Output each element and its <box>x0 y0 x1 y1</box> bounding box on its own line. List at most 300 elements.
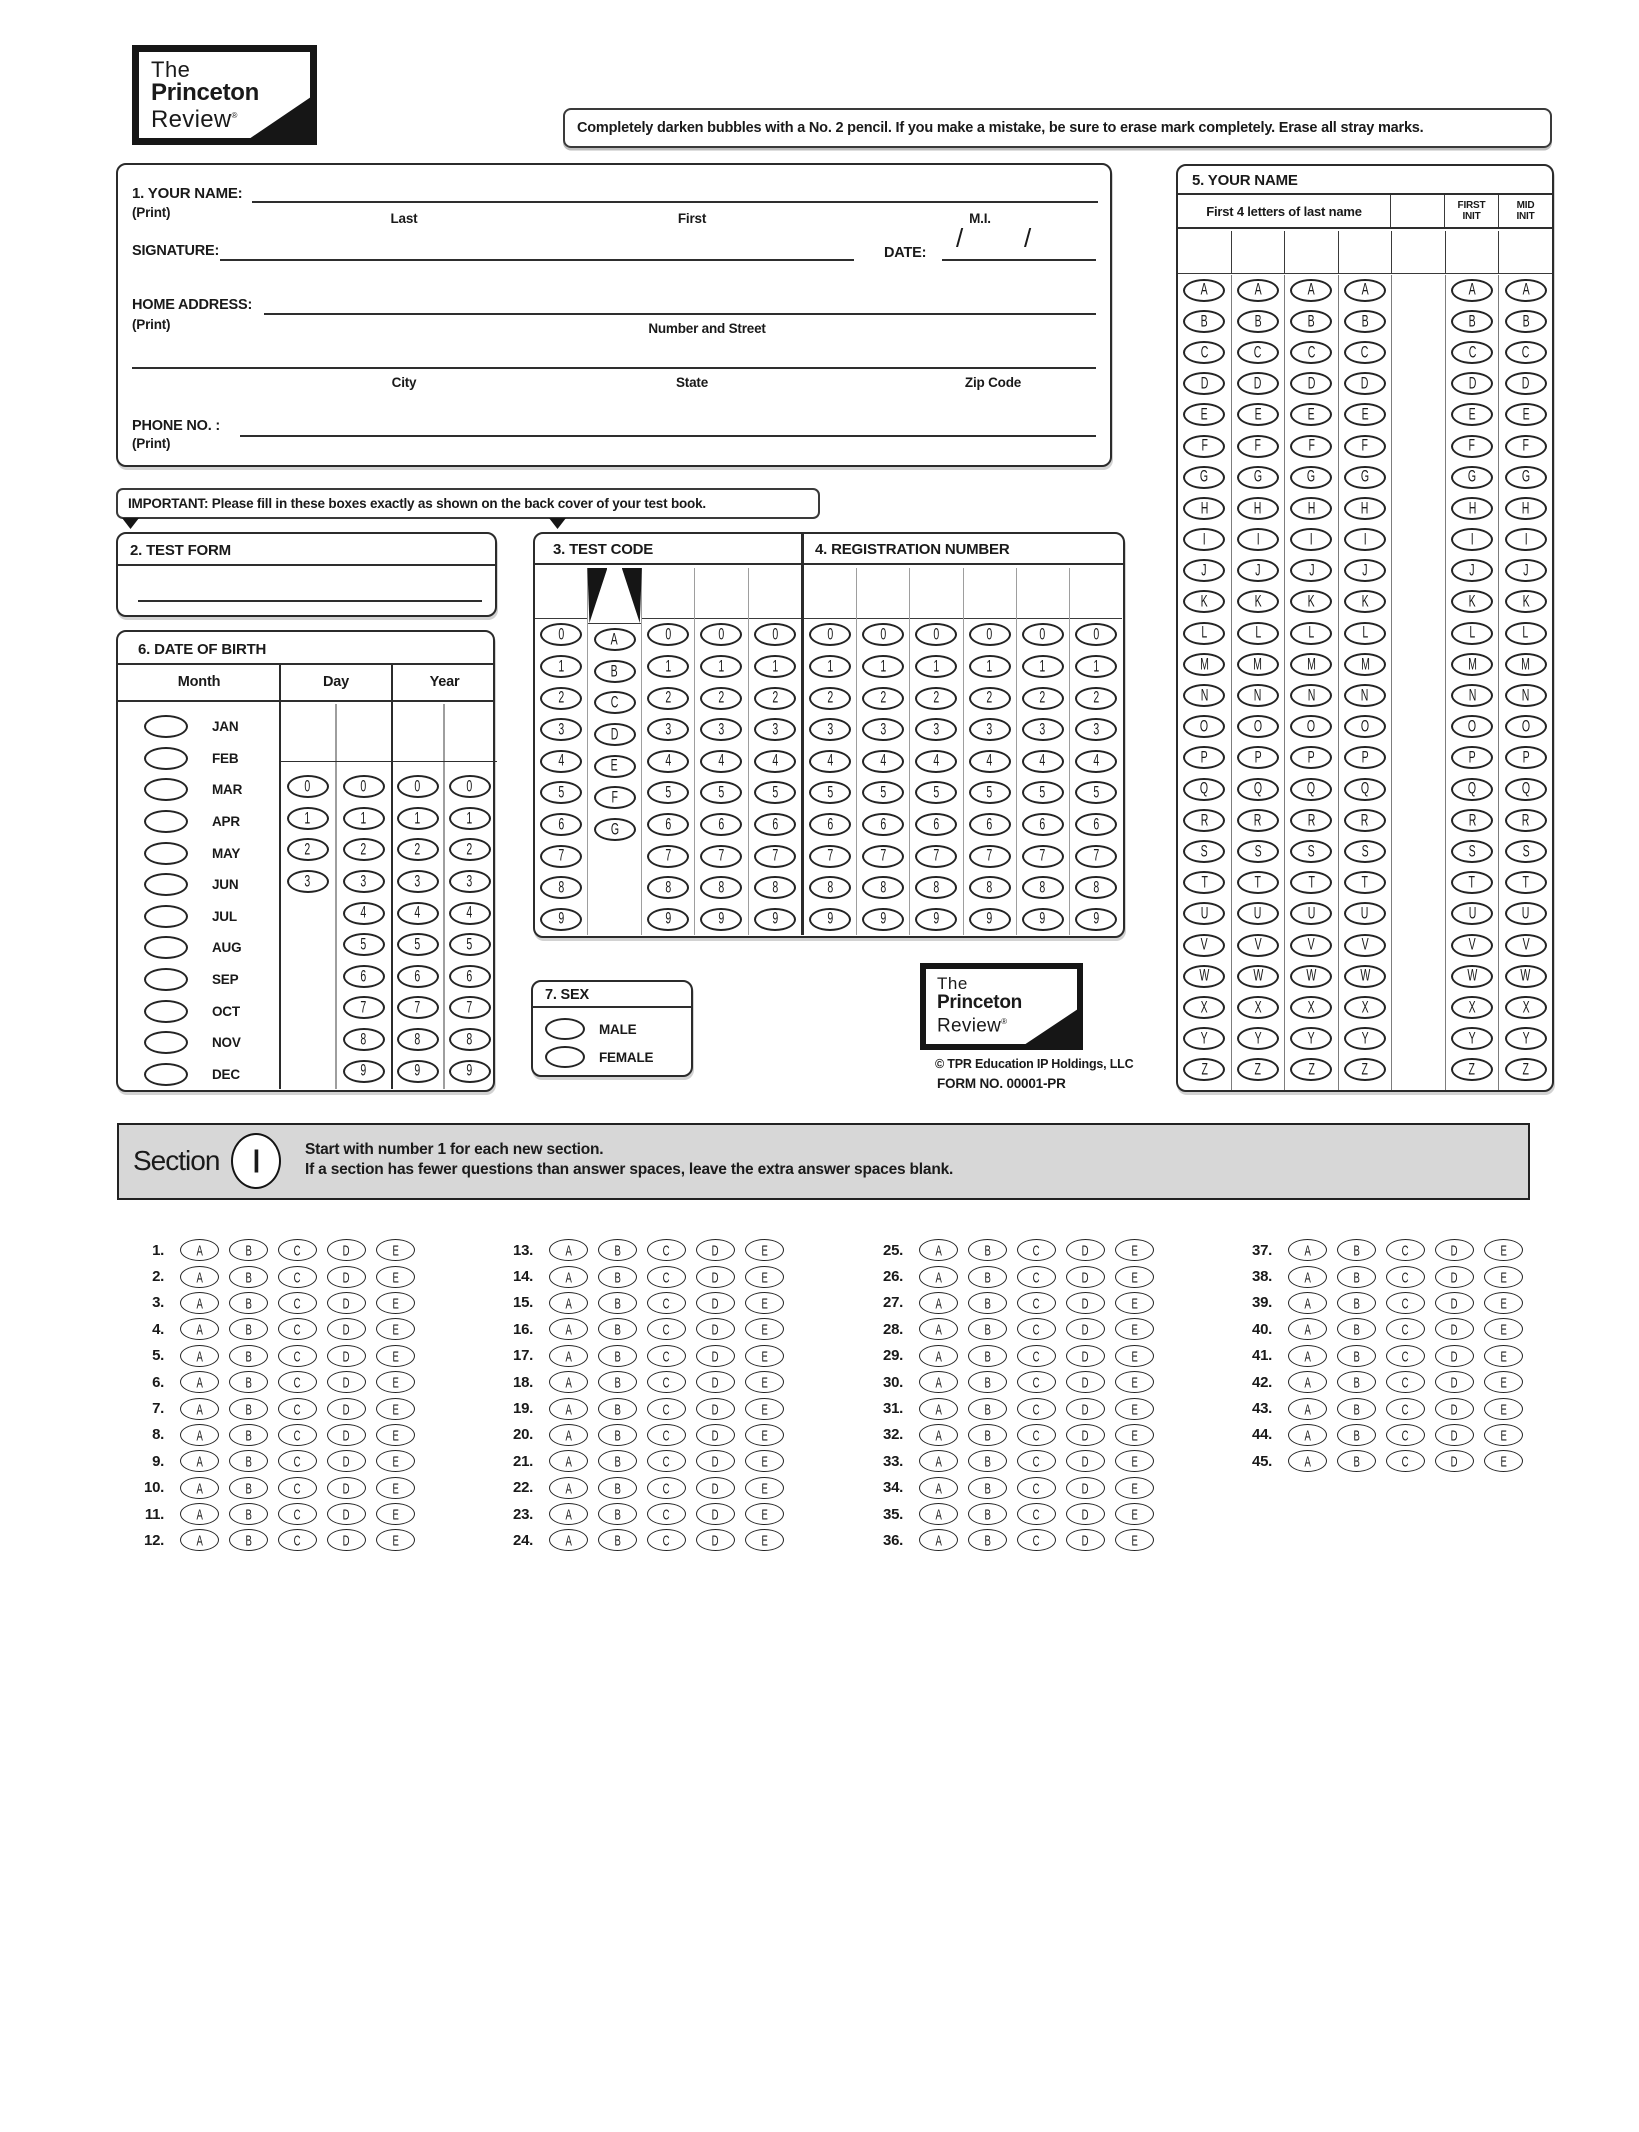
name-letter-bubble[interactable] <box>1451 310 1493 333</box>
answer-bubble[interactable] <box>1115 1266 1154 1288</box>
name-letter-bubble[interactable] <box>1505 1058 1547 1081</box>
name-letter-bubble[interactable] <box>1237 497 1279 520</box>
answer-bubble[interactable] <box>647 1424 686 1446</box>
name-letter-bubble[interactable] <box>1344 590 1386 613</box>
name-letter-bubble[interactable] <box>1451 1058 1493 1081</box>
name-letter-bubble[interactable] <box>1290 1058 1332 1081</box>
name-letter-bubble[interactable] <box>1237 590 1279 613</box>
answer-bubble[interactable] <box>278 1398 317 1420</box>
test-code-bubble[interactable] <box>540 845 582 868</box>
year-bubble[interactable] <box>397 838 439 861</box>
answer-bubble[interactable] <box>745 1477 784 1499</box>
answer-bubble[interactable] <box>376 1398 415 1420</box>
answer-bubble[interactable] <box>376 1318 415 1340</box>
registration-write-cell[interactable] <box>910 568 962 619</box>
name-letter-bubble[interactable] <box>1505 996 1547 1019</box>
answer-bubble[interactable] <box>598 1266 637 1288</box>
name-letter-bubble[interactable] <box>1237 965 1279 988</box>
answer-bubble[interactable] <box>180 1424 219 1446</box>
answer-bubble[interactable] <box>327 1529 366 1551</box>
registration-bubble[interactable] <box>862 781 904 804</box>
name-letter-bubble[interactable] <box>1237 934 1279 957</box>
name-letter-bubble[interactable] <box>1290 466 1332 489</box>
answer-bubble[interactable] <box>1017 1529 1056 1551</box>
year-bubble[interactable] <box>397 902 439 925</box>
answer-bubble[interactable] <box>647 1292 686 1314</box>
test-code-bubble[interactable] <box>594 818 636 841</box>
year-bubble[interactable] <box>397 775 439 798</box>
answer-bubble[interactable] <box>1435 1266 1474 1288</box>
answer-bubble[interactable] <box>549 1450 588 1472</box>
answer-bubble[interactable] <box>1337 1239 1376 1261</box>
answer-bubble[interactable] <box>1288 1292 1327 1314</box>
month-bubble[interactable] <box>144 810 188 833</box>
name-letter-bubble[interactable] <box>1290 622 1332 645</box>
answer-bubble[interactable] <box>327 1318 366 1340</box>
answer-bubble[interactable] <box>327 1266 366 1288</box>
name-letter-bubble[interactable] <box>1290 341 1332 364</box>
registration-bubble[interactable] <box>915 687 957 710</box>
answer-bubble[interactable] <box>745 1398 784 1420</box>
day-bubble[interactable] <box>287 838 329 861</box>
name-letter-bubble[interactable] <box>1344 310 1386 333</box>
name-letter-bubble[interactable] <box>1505 934 1547 957</box>
answer-bubble[interactable] <box>229 1529 268 1551</box>
answer-bubble[interactable] <box>598 1371 637 1393</box>
address-line[interactable] <box>264 291 1096 315</box>
answer-bubble[interactable] <box>1017 1292 1056 1314</box>
name-letter-bubble[interactable] <box>1505 965 1547 988</box>
answer-bubble[interactable] <box>278 1292 317 1314</box>
day-bubble[interactable] <box>343 775 385 798</box>
answer-bubble[interactable] <box>180 1292 219 1314</box>
registration-bubble[interactable] <box>915 623 957 646</box>
name-letter-bubble[interactable] <box>1290 528 1332 551</box>
name-letter-bubble[interactable] <box>1344 1027 1386 1050</box>
answer-bubble[interactable] <box>1337 1398 1376 1420</box>
answer-bubble[interactable] <box>745 1239 784 1261</box>
test-code-bubble[interactable] <box>647 623 689 646</box>
year-bubble[interactable] <box>397 996 439 1019</box>
answer-bubble[interactable] <box>919 1424 958 1446</box>
year-bubble[interactable] <box>449 775 491 798</box>
name-letter-bubble[interactable] <box>1451 1027 1493 1050</box>
test-code-bubble[interactable] <box>540 813 582 836</box>
answer-bubble[interactable] <box>598 1239 637 1261</box>
registration-bubble[interactable] <box>809 750 851 773</box>
test-code-bubble[interactable] <box>540 908 582 931</box>
name-letter-bubble[interactable] <box>1451 559 1493 582</box>
registration-bubble[interactable] <box>1022 908 1064 931</box>
name-letter-bubble[interactable] <box>1290 403 1332 426</box>
year-bubble[interactable] <box>449 870 491 893</box>
year-bubble[interactable] <box>397 870 439 893</box>
answer-bubble[interactable] <box>968 1239 1007 1261</box>
registration-bubble[interactable] <box>1075 908 1117 931</box>
name-letter-bubble[interactable] <box>1451 653 1493 676</box>
test-code-bubble[interactable] <box>700 781 742 804</box>
answer-bubble[interactable] <box>1288 1345 1327 1367</box>
year-bubble[interactable] <box>449 902 491 925</box>
name-letter-bubble[interactable] <box>1451 715 1493 738</box>
answer-bubble[interactable] <box>1066 1318 1105 1340</box>
registration-bubble[interactable] <box>809 781 851 804</box>
signature-line[interactable] <box>220 237 854 261</box>
answer-bubble[interactable] <box>1386 1371 1425 1393</box>
answer-bubble[interactable] <box>598 1318 637 1340</box>
answer-bubble[interactable] <box>1115 1318 1154 1340</box>
test-code-bubble[interactable] <box>700 655 742 678</box>
answer-bubble[interactable] <box>1115 1398 1154 1420</box>
registration-bubble[interactable] <box>809 845 851 868</box>
answer-bubble[interactable] <box>696 1345 735 1367</box>
answer-bubble[interactable] <box>229 1477 268 1499</box>
answer-bubble[interactable] <box>376 1424 415 1446</box>
test-code-bubble[interactable] <box>647 750 689 773</box>
name-letter-bubble[interactable] <box>1290 902 1332 925</box>
answer-bubble[interactable] <box>278 1450 317 1472</box>
test-code-bubble[interactable] <box>540 781 582 804</box>
test-code-bubble[interactable] <box>540 623 582 646</box>
month-bubble[interactable] <box>144 747 188 770</box>
day-bubble[interactable] <box>343 996 385 1019</box>
answer-bubble[interactable] <box>745 1318 784 1340</box>
month-bubble[interactable] <box>144 968 188 991</box>
phone-line[interactable] <box>240 413 1096 437</box>
name-letter-bubble[interactable] <box>1183 1058 1225 1081</box>
name-letter-bubble[interactable] <box>1290 684 1332 707</box>
name-letter-bubble[interactable] <box>1183 341 1225 364</box>
answer-bubble[interactable] <box>1435 1318 1474 1340</box>
answer-bubble[interactable] <box>696 1424 735 1446</box>
answer-bubble[interactable] <box>968 1450 1007 1472</box>
registration-bubble[interactable] <box>1022 623 1064 646</box>
name-letter-bubble[interactable] <box>1344 372 1386 395</box>
test-code-bubble[interactable] <box>647 876 689 899</box>
test-code-write-cell[interactable] <box>642 568 694 619</box>
name-letter-bubble[interactable] <box>1237 996 1279 1019</box>
answer-bubble[interactable] <box>549 1424 588 1446</box>
city-state-zip-line[interactable] <box>132 345 1096 369</box>
month-bubble[interactable] <box>144 873 188 896</box>
answer-bubble[interactable] <box>919 1477 958 1499</box>
name-letter-bubble[interactable] <box>1451 746 1493 769</box>
name-letter-bubble[interactable] <box>1183 746 1225 769</box>
name-letter-bubble[interactable] <box>1505 372 1547 395</box>
registration-bubble[interactable] <box>1022 813 1064 836</box>
test-code-bubble[interactable] <box>700 813 742 836</box>
answer-bubble[interactable] <box>598 1345 637 1367</box>
registration-bubble[interactable] <box>809 908 851 931</box>
name-letter-bubble[interactable] <box>1451 497 1493 520</box>
registration-bubble[interactable] <box>809 718 851 741</box>
name-letter-bubble[interactable] <box>1183 590 1225 613</box>
answer-bubble[interactable] <box>376 1503 415 1525</box>
answer-bubble[interactable] <box>1484 1371 1523 1393</box>
answer-bubble[interactable] <box>598 1424 637 1446</box>
name-letter-bubble[interactable] <box>1183 996 1225 1019</box>
answer-bubble[interactable] <box>1386 1424 1425 1446</box>
name-letter-bubble[interactable] <box>1290 1027 1332 1050</box>
answer-bubble[interactable] <box>1484 1292 1523 1314</box>
test-code-bubble[interactable] <box>594 628 636 651</box>
registration-bubble[interactable] <box>1075 750 1117 773</box>
name-letter-bubble[interactable] <box>1183 497 1225 520</box>
test-code-bubble[interactable] <box>754 718 796 741</box>
name-letter-bubble[interactable] <box>1344 497 1386 520</box>
day-bubble[interactable] <box>343 1028 385 1051</box>
name-letter-bubble[interactable] <box>1451 403 1493 426</box>
answer-bubble[interactable] <box>180 1450 219 1472</box>
day-bubble[interactable] <box>343 933 385 956</box>
answer-bubble[interactable] <box>549 1345 588 1367</box>
name-letter-bubble[interactable] <box>1505 590 1547 613</box>
test-code-bubble[interactable] <box>700 718 742 741</box>
answer-bubble[interactable] <box>1115 1503 1154 1525</box>
month-bubble[interactable] <box>144 842 188 865</box>
answer-bubble[interactable] <box>180 1503 219 1525</box>
test-code-bubble[interactable] <box>754 623 796 646</box>
registration-bubble[interactable] <box>1075 813 1117 836</box>
registration-bubble[interactable] <box>915 813 957 836</box>
year-bubble[interactable] <box>449 965 491 988</box>
answer-bubble[interactable] <box>229 1239 268 1261</box>
answer-bubble[interactable] <box>919 1529 958 1551</box>
name-letter-bubble[interactable] <box>1237 684 1279 707</box>
answer-bubble[interactable] <box>1337 1345 1376 1367</box>
name-letter-bubble[interactable] <box>1344 778 1386 801</box>
test-code-bubble[interactable] <box>594 786 636 809</box>
answer-bubble[interactable] <box>968 1529 1007 1551</box>
test-code-bubble[interactable] <box>540 687 582 710</box>
date-line[interactable] <box>942 237 1096 261</box>
answer-bubble[interactable] <box>180 1239 219 1261</box>
name-letter-bubble[interactable] <box>1290 559 1332 582</box>
letter-write-cell[interactable] <box>1338 231 1392 273</box>
answer-bubble[interactable] <box>1435 1292 1474 1314</box>
registration-write-cell[interactable] <box>1017 568 1069 619</box>
test-code-bubble[interactable] <box>594 723 636 746</box>
answer-bubble[interactable] <box>1066 1371 1105 1393</box>
answer-bubble[interactable] <box>1066 1450 1105 1472</box>
answer-bubble[interactable] <box>968 1503 1007 1525</box>
answer-bubble[interactable] <box>647 1503 686 1525</box>
answer-bubble[interactable] <box>968 1345 1007 1367</box>
answer-bubble[interactable] <box>327 1424 366 1446</box>
answer-bubble[interactable] <box>919 1266 958 1288</box>
answer-bubble[interactable] <box>1017 1477 1056 1499</box>
name-letter-bubble[interactable] <box>1183 871 1225 894</box>
answer-bubble[interactable] <box>919 1503 958 1525</box>
registration-bubble[interactable] <box>862 718 904 741</box>
answer-bubble[interactable] <box>229 1318 268 1340</box>
answer-bubble[interactable] <box>229 1292 268 1314</box>
registration-bubble[interactable] <box>1022 718 1064 741</box>
answer-bubble[interactable] <box>1484 1398 1523 1420</box>
answer-bubble[interactable] <box>1288 1398 1327 1420</box>
name-letter-bubble[interactable] <box>1344 341 1386 364</box>
registration-bubble[interactable] <box>969 781 1011 804</box>
answer-bubble[interactable] <box>647 1398 686 1420</box>
name-letter-bubble[interactable] <box>1451 778 1493 801</box>
name-letter-bubble[interactable] <box>1344 279 1386 302</box>
answer-bubble[interactable] <box>1484 1266 1523 1288</box>
answer-bubble[interactable] <box>696 1266 735 1288</box>
registration-write-cell[interactable] <box>857 568 909 619</box>
answer-bubble[interactable] <box>180 1345 219 1367</box>
name-letter-bubble[interactable] <box>1290 497 1332 520</box>
answer-bubble[interactable] <box>1435 1371 1474 1393</box>
answer-bubble[interactable] <box>647 1345 686 1367</box>
day-bubble[interactable] <box>343 1060 385 1083</box>
registration-bubble[interactable] <box>915 876 957 899</box>
name-letter-bubble[interactable] <box>1237 840 1279 863</box>
answer-bubble[interactable] <box>1435 1424 1474 1446</box>
year-bubble[interactable] <box>449 1028 491 1051</box>
test-code-bubble[interactable] <box>594 660 636 683</box>
name-letter-bubble[interactable] <box>1290 590 1332 613</box>
answer-bubble[interactable] <box>1115 1450 1154 1472</box>
answer-bubble[interactable] <box>647 1318 686 1340</box>
name-letter-bubble[interactable] <box>1237 902 1279 925</box>
year-write-cells[interactable] <box>392 704 497 762</box>
answer-bubble[interactable] <box>1288 1318 1327 1340</box>
answer-bubble[interactable] <box>598 1450 637 1472</box>
answer-bubble[interactable] <box>745 1424 784 1446</box>
test-code-bubble[interactable] <box>647 655 689 678</box>
name-letter-bubble[interactable] <box>1344 902 1386 925</box>
test-code-bubble[interactable] <box>754 845 796 868</box>
day-bubble[interactable] <box>287 807 329 830</box>
answer-bubble[interactable] <box>745 1345 784 1367</box>
name-letter-bubble[interactable] <box>1290 435 1332 458</box>
answer-bubble[interactable] <box>1288 1371 1327 1393</box>
name-letter-bubble[interactable] <box>1183 840 1225 863</box>
test-code-write-cell[interactable] <box>588 568 640 624</box>
answer-bubble[interactable] <box>1484 1239 1523 1261</box>
year-bubble[interactable] <box>397 933 439 956</box>
name-letter-bubble[interactable] <box>1451 996 1493 1019</box>
day-bubble[interactable] <box>343 965 385 988</box>
answer-bubble[interactable] <box>1386 1398 1425 1420</box>
registration-bubble[interactable] <box>915 845 957 868</box>
registration-write-cell[interactable] <box>804 568 856 619</box>
answer-bubble[interactable] <box>1386 1266 1425 1288</box>
answer-bubble[interactable] <box>229 1398 268 1420</box>
answer-bubble[interactable] <box>968 1477 1007 1499</box>
test-code-bubble[interactable] <box>754 687 796 710</box>
name-letter-bubble[interactable] <box>1344 809 1386 832</box>
name-letter-bubble[interactable] <box>1237 279 1279 302</box>
answer-bubble[interactable] <box>1288 1424 1327 1446</box>
registration-bubble[interactable] <box>809 813 851 836</box>
name-letter-bubble[interactable] <box>1344 840 1386 863</box>
name-letter-bubble[interactable] <box>1183 934 1225 957</box>
answer-bubble[interactable] <box>180 1398 219 1420</box>
answer-bubble[interactable] <box>1066 1503 1105 1525</box>
answer-bubble[interactable] <box>549 1266 588 1288</box>
name-letter-bubble[interactable] <box>1451 466 1493 489</box>
name-letter-bubble[interactable] <box>1451 590 1493 613</box>
day-bubble[interactable] <box>343 902 385 925</box>
name-letter-bubble[interactable] <box>1183 435 1225 458</box>
registration-bubble[interactable] <box>1022 876 1064 899</box>
name-letter-bubble[interactable] <box>1505 528 1547 551</box>
answer-bubble[interactable] <box>229 1450 268 1472</box>
male-bubble[interactable] <box>545 1018 585 1040</box>
answer-bubble[interactable] <box>327 1371 366 1393</box>
answer-bubble[interactable] <box>1435 1239 1474 1261</box>
name-letter-bubble[interactable] <box>1237 622 1279 645</box>
answer-bubble[interactable] <box>919 1239 958 1261</box>
name-letter-bubble[interactable] <box>1344 996 1386 1019</box>
answer-bubble[interactable] <box>1066 1477 1105 1499</box>
year-bubble[interactable] <box>397 807 439 830</box>
answer-bubble[interactable] <box>376 1529 415 1551</box>
answer-bubble[interactable] <box>229 1266 268 1288</box>
year-bubble[interactable] <box>449 1060 491 1083</box>
registration-bubble[interactable] <box>809 623 851 646</box>
answer-bubble[interactable] <box>968 1371 1007 1393</box>
test-code-bubble[interactable] <box>540 718 582 741</box>
test-code-bubble[interactable] <box>647 687 689 710</box>
answer-bubble[interactable] <box>968 1292 1007 1314</box>
answer-bubble[interactable] <box>549 1318 588 1340</box>
answer-bubble[interactable] <box>1066 1239 1105 1261</box>
answer-bubble[interactable] <box>1435 1450 1474 1472</box>
month-bubble[interactable] <box>144 1031 188 1054</box>
name-letter-bubble[interactable] <box>1505 279 1547 302</box>
answer-bubble[interactable] <box>1017 1318 1056 1340</box>
name-letter-bubble[interactable] <box>1237 403 1279 426</box>
test-code-bubble[interactable] <box>540 750 582 773</box>
name-letter-bubble[interactable] <box>1237 528 1279 551</box>
answer-bubble[interactable] <box>229 1503 268 1525</box>
registration-bubble[interactable] <box>1075 718 1117 741</box>
test-code-bubble[interactable] <box>754 655 796 678</box>
name-letter-bubble[interactable] <box>1237 653 1279 676</box>
name-letter-bubble[interactable] <box>1344 466 1386 489</box>
month-bubble[interactable] <box>144 1000 188 1023</box>
name-letter-bubble[interactable] <box>1290 996 1332 1019</box>
answer-bubble[interactable] <box>180 1266 219 1288</box>
name-letter-bubble[interactable] <box>1451 902 1493 925</box>
name-letter-bubble[interactable] <box>1183 372 1225 395</box>
name-letter-bubble[interactable] <box>1237 715 1279 738</box>
registration-bubble[interactable] <box>915 908 957 931</box>
answer-bubble[interactable] <box>647 1239 686 1261</box>
year-bubble[interactable] <box>397 1060 439 1083</box>
answer-bubble[interactable] <box>278 1529 317 1551</box>
answer-bubble[interactable] <box>278 1424 317 1446</box>
name-letter-bubble[interactable] <box>1451 871 1493 894</box>
test-code-bubble[interactable] <box>754 750 796 773</box>
name-letter-bubble[interactable] <box>1505 653 1547 676</box>
name-letter-bubble[interactable] <box>1183 778 1225 801</box>
name-letter-bubble[interactable] <box>1183 902 1225 925</box>
answer-bubble[interactable] <box>549 1239 588 1261</box>
answer-bubble[interactable] <box>1386 1318 1425 1340</box>
answer-bubble[interactable] <box>647 1371 686 1393</box>
answer-bubble[interactable] <box>327 1345 366 1367</box>
name-letter-bubble[interactable] <box>1344 684 1386 707</box>
name-letter-bubble[interactable] <box>1451 528 1493 551</box>
test-code-write-cell[interactable] <box>695 568 747 619</box>
test-code-bubble[interactable] <box>594 755 636 778</box>
answer-bubble[interactable] <box>647 1529 686 1551</box>
answer-bubble[interactable] <box>696 1398 735 1420</box>
answer-bubble[interactable] <box>229 1345 268 1367</box>
